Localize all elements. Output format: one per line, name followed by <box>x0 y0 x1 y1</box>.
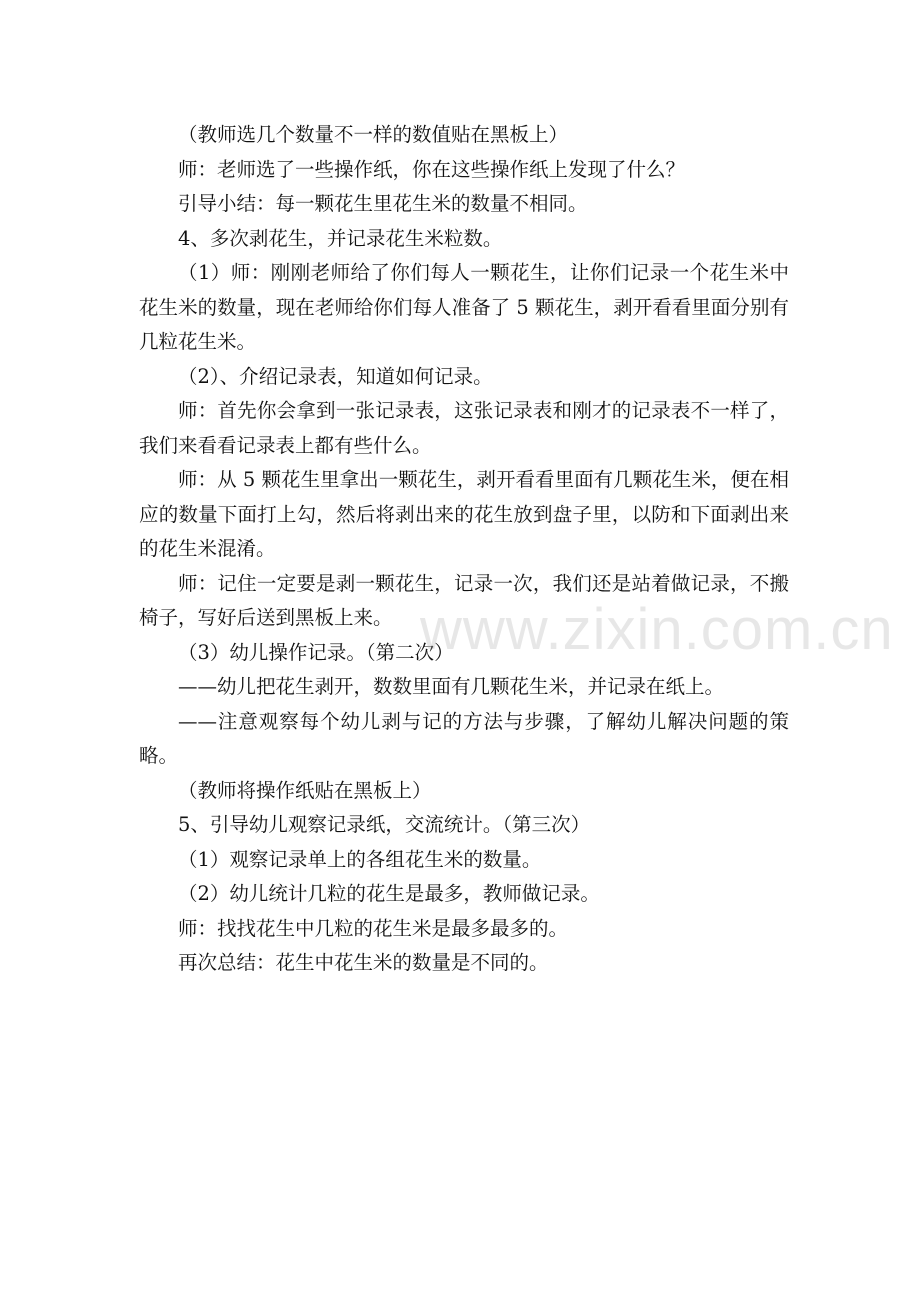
paragraph-9: 师：记住一定要是剥一颗花生，记录一次，我们还是站着做记录，不搬椅子，写好后送到黑板上来。 <box>139 571 789 629</box>
watermark: www.zixin.com.cn <box>420 597 894 662</box>
paragraph-18: 再次总结：花生中花生米的数量是不同的。 <box>178 951 549 974</box>
paragraph-6: （2）、介绍记录表，知道如何记录。 <box>178 364 493 388</box>
paragraph-10: （3）幼儿操作记录。（第二次） <box>178 640 454 664</box>
paragraph-15: （1）观察记录单上的各组花生米的数量。 <box>178 847 542 871</box>
paragraph-16: （2）幼儿统计几粒的花生是最多，教师做记录。 <box>178 882 600 905</box>
paragraph-11: ——幼儿把花生剥开，数数里面有几颗花生米，并记录在纸上。 <box>178 675 725 698</box>
paragraph-3: 引导小结：每一颗花生里花生米的数量不相同。 <box>178 192 588 215</box>
paragraph-17: 师：找找花生中几粒的花生米是最多最多的。 <box>178 916 569 940</box>
paragraph-13: （教师将操作纸贴在黑板上） <box>178 778 432 802</box>
paragraph-4: 4、多次剥花生，并记录花生米粒数。 <box>178 226 503 250</box>
paragraph-7: 师：首先你会拿到一张记录表，这张记录表和刚才的记录表不一样了，我们来看看记录表上都有些什么。 <box>139 399 789 457</box>
paragraph-12: ——注意观察每个幼儿剥与记的方法与步骤，了解幼儿解决问题的策略。 <box>139 709 789 767</box>
paragraph-2: 师：老师选了一些操作纸，你在这些操作纸上发现了什么？ <box>178 157 686 181</box>
paragraph-5: （1）师：刚刚老师给了你们每人一颗花生，让你们记录一个花生米中花生米的数量，现在老师给你们每人准备了 5 颗花生，剥开看看里面分别有几粒花生米。 <box>139 261 789 353</box>
document-body <box>139 118 789 981</box>
paragraph-14: 5、引导幼儿观察记录纸，交流统计。（第三次） <box>178 813 591 836</box>
paragraph-8: 师：从 5 颗花生里拿出一颗花生，剥开看看里面有几颗花生米，便在相应的数量下面打上勾，然后将剥出来的花生放到盘子里，以防和下面剥出来的花生米混淆。 <box>139 468 789 560</box>
paragraph-1: （教师选几个数量不一样的数值贴在黑板上） <box>178 123 569 146</box>
